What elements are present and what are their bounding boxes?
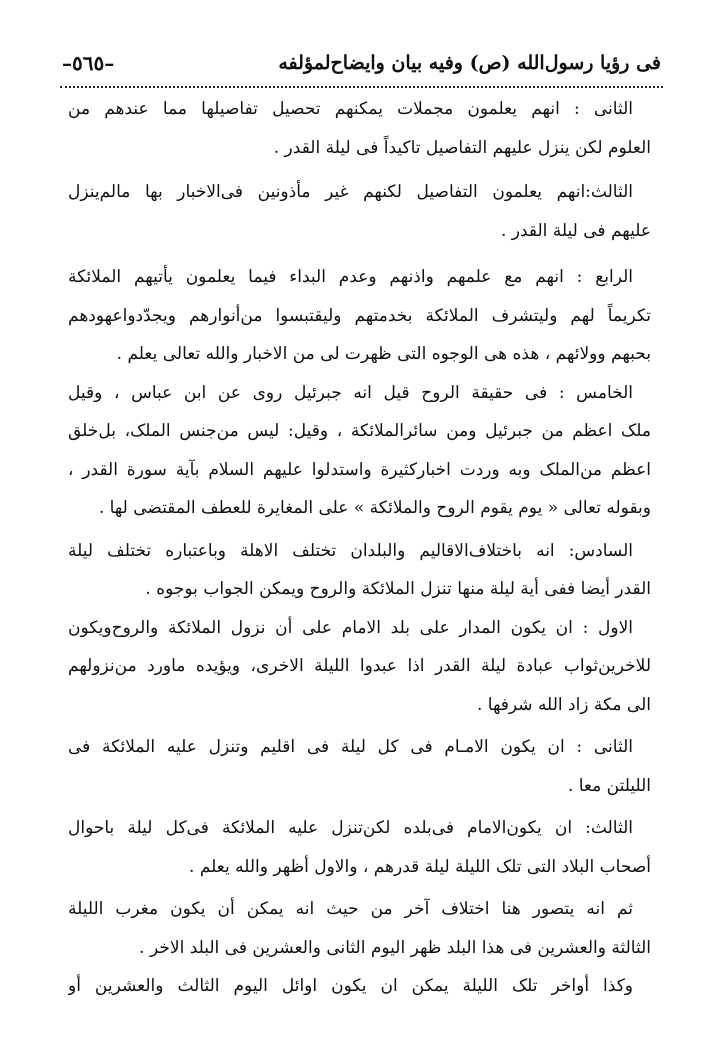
paragraph-fifth-ruh — [68, 374, 651, 528]
text-line: علیهم فی لیلة القدر . — [500, 220, 651, 241]
text-line: الرابع : انهم مع علمهم واذنهم وعدم البداء فیما یعلمون یأتیهم الملائکة — [68, 267, 633, 287]
text-line: وبقوله تعالی « یوم یقوم الروح والملائکة » علی المغایرة للعطف المقتضی لها . — [98, 498, 651, 518]
text-line: الثالث: ان یکون‌الامام فی‌بلده لکن‌تنزل علیه الملائکة فی‌کل لیلة باحوال — [68, 818, 633, 838]
text-line: اعظم من‌الملک وبه وردت اخبارکثیرة واستدلوا علیهم السلام بآیة سورة القدر ، — [68, 459, 651, 480]
running-title: فی رؤیا رسول‌الله (ص) وفیه بیان وایضاح‌لمؤلفه — [278, 52, 661, 74]
paragraph-another-difference — [68, 890, 651, 967]
text-line: الثالث:انهم یعلمون التفاصیل لکنهم غیر مأذونین فی‌الاخبار بها مالم‌ینزل — [68, 182, 633, 202]
paragraph-answer-third — [68, 809, 651, 886]
text-line: الثانی : ان یکون الامـام فی کل لیلة فی اقلیم وتنزل علیه الملائکة فی — [68, 737, 633, 757]
paragraph-third-reason — [68, 173, 651, 250]
page-number: –٥٦٥– — [62, 51, 115, 75]
text-line: الثالثة والعشرین فی هذا البلد ظهر الیوم الثانی والعشرین فی البلد الاخر . — [139, 937, 651, 958]
paragraph-fourth-reason — [68, 258, 651, 374]
text-line: القدر أیضا ففی أیة لیلة منها تنزل الملائکة والروح ویمکن الجواب بوجوه . — [145, 579, 651, 599]
page-header — [62, 46, 661, 80]
text-line: الخامس : فی حقیقة الروح قیل انه جبرئیل روی عن ابن عباس ، وقیل — [68, 382, 633, 403]
text-line: الثانی : انهم یعلمون مجملات یمکنهم تحصیل تفاصیلها مما عندهم من — [68, 99, 633, 119]
header-dotted-rule — [60, 86, 663, 88]
text-line: الاول : ان یکون المدار علی بلد الامام علی أن نزول الملائکة والروح‌ویکون — [68, 617, 633, 638]
paragraph-answer-second — [68, 728, 651, 805]
paragraph-night-end — [68, 967, 651, 1006]
paragraph-answer-first — [68, 609, 651, 725]
text-line: أصحاب البلاد التی تلک اللیلة لیلة قدرهم ، والاول أظهر والله یعلم . — [189, 856, 651, 877]
text-line: للاخرین‌ثواب عبادة لیلة القدر اذا عبدوا اللیلة الاخری، ویؤیده ماورد من‌نزولهم — [68, 656, 651, 676]
paragraph-sixth-regions — [68, 532, 651, 609]
text-line: العلوم لکن ینزل علیهم التفاصیل تاکیداً فی لیلة القدر . — [273, 137, 651, 158]
text-line: ملک اعظم من جبرئیل ومن سائرالملائکة ، وقیل: لیس من‌جنس الملک، بل‌خلق — [68, 421, 651, 441]
text-line: الی مکة زاد الله شرفها . — [476, 694, 651, 715]
text-line: اللیلتن معا . — [567, 775, 651, 796]
text-line: السادس: انه باختلاف‌الاقالیم والبلدان تختلف الاهلة وباعتباره تختلف لیلة — [68, 540, 633, 561]
body-text — [68, 90, 651, 1006]
text-line: تکریماً لهم ولیتشرف الملائکة بخدمتهم ولیقتبسوا من‌أنوارهم ویجدّدواعهودهم — [68, 305, 651, 326]
paragraph-second-reason — [68, 90, 651, 167]
text-line: بحبهم وولائهم ، هذه هی الوجوه التی ظهرت لی من الاخبار والله تعالی یعلم . — [116, 344, 651, 364]
text-line: وکذا أواخر تلک اللیلة یمکن ان یکون اوائل الیوم الثالث والعشرین أو — [68, 976, 633, 996]
text-line: ثم انه یتصور هنا اختلاف آخر من حیث انه یمکن أن یکون مغرب اللیلة — [68, 899, 633, 919]
